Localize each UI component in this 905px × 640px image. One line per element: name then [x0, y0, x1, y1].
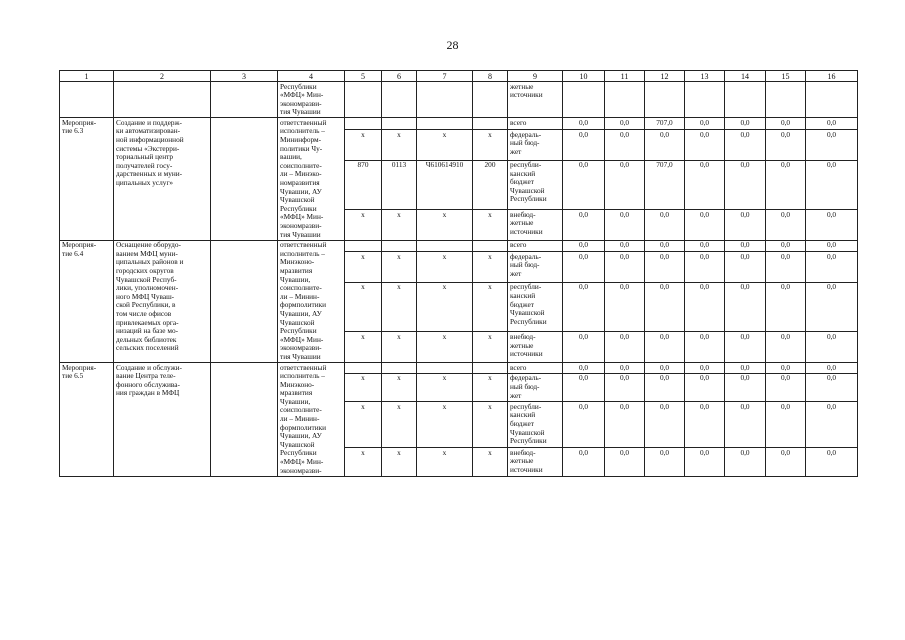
amount-cell: 0,0	[685, 252, 725, 283]
section-code: x	[382, 252, 417, 283]
funding-source: всего	[508, 118, 563, 130]
column-header: 8	[473, 71, 508, 82]
empty-cell	[211, 118, 278, 240]
section-code: x	[382, 282, 417, 331]
amount-cell: 0,0	[806, 402, 858, 448]
column-header: 4	[278, 71, 345, 82]
section-code: x	[382, 130, 417, 161]
table-cell	[806, 82, 858, 118]
amount-cell: 0,0	[725, 448, 766, 476]
amount-cell: 0,0	[605, 130, 645, 161]
amount-cell: 0,0	[766, 252, 806, 283]
target-article-code: x	[417, 252, 473, 283]
column-header: 14	[725, 71, 766, 82]
amount-cell: 0,0	[605, 332, 645, 363]
amount-cell: 0,0	[685, 210, 725, 241]
section-code: x	[382, 402, 417, 448]
amount-cell: 0,0	[563, 402, 605, 448]
expense-type-code: x	[473, 282, 508, 331]
amount-cell: 0,0	[725, 282, 766, 331]
amount-cell: 0,0	[806, 282, 858, 331]
table-cell	[417, 82, 473, 118]
amount-cell: 0,0	[563, 118, 605, 130]
grbs-code: x	[345, 332, 382, 363]
expense-type-code: 200	[473, 160, 508, 209]
column-header: 1	[60, 71, 114, 82]
funding-source: республи- канский бюджет Чувашской Республики	[508, 282, 563, 331]
amount-cell: 707,0	[645, 118, 685, 130]
column-header: 15	[766, 71, 806, 82]
section-code	[382, 240, 417, 252]
funding-source: республи- канский бюджет Чувашской Республики	[508, 160, 563, 209]
amount-cell: 0,0	[605, 373, 645, 401]
amount-cell: 0,0	[685, 402, 725, 448]
amount-cell: 0,0	[605, 118, 645, 130]
column-header: 13	[685, 71, 725, 82]
amount-cell: 0,0	[563, 160, 605, 209]
event-title: Оснащение оборудо- ванием МФЦ муни- ципальных районов и городских округов Чувашской Респуб- лики, уполномочен- ного МФЦ Чуваш- ской Республики, в том числе офисов привлекаемых орга- низаций на базе мо- дельных библиотек сельских поселений	[114, 240, 211, 362]
expense-type-code: x	[473, 373, 508, 401]
amount-cell: 0,0	[725, 252, 766, 283]
event-code: Мероприя- тие 6.4	[60, 240, 114, 362]
target-article-code: x	[417, 130, 473, 161]
section-code: x	[382, 210, 417, 241]
grbs-code: x	[345, 210, 382, 241]
section-code: 0113	[382, 160, 417, 209]
table-cell	[211, 82, 278, 118]
expense-type-code: x	[473, 448, 508, 476]
event-title: Создание и обслужи- вание Центра теле- фонного обслужива- ния граждан в МФЦ	[114, 363, 211, 477]
amount-cell: 0,0	[563, 363, 605, 374]
column-header: 10	[563, 71, 605, 82]
event-code: Мероприя- тие 6.3	[60, 118, 114, 240]
amount-cell: 0,0	[685, 448, 725, 476]
amount-cell: 0,0	[725, 373, 766, 401]
amount-cell: 0,0	[645, 240, 685, 252]
grbs-code: x	[345, 402, 382, 448]
section-code: x	[382, 332, 417, 363]
amount-cell: 0,0	[766, 240, 806, 252]
header-row	[60, 71, 858, 82]
grbs-code: x	[345, 130, 382, 161]
amount-cell: 0,0	[645, 210, 685, 241]
amount-cell: 0,0	[685, 282, 725, 331]
target-article-code: x	[417, 402, 473, 448]
grbs-code: x	[345, 282, 382, 331]
amount-cell: 0,0	[766, 448, 806, 476]
table-cell	[766, 82, 806, 118]
amount-cell: 0,0	[605, 402, 645, 448]
grbs-code	[345, 240, 382, 252]
table-row	[60, 118, 858, 130]
grbs-code	[345, 118, 382, 130]
responsible-cell: ответственный исполнитель – Минэконо- мразвития Чувашии, соисполните- ли – Минин- формполитики Чувашии, АУ Чувашской Республики «МФЦ» Мин- экономразви-	[278, 363, 345, 477]
grbs-code: x	[345, 373, 382, 401]
amount-cell: 0,0	[725, 210, 766, 241]
table-cell	[345, 82, 382, 118]
amount-cell: 0,0	[725, 402, 766, 448]
column-header: 9	[508, 71, 563, 82]
event-code: Мероприя- тие 6.5	[60, 363, 114, 477]
target-article-code: x	[417, 210, 473, 241]
section-code: x	[382, 448, 417, 476]
table-cell	[473, 82, 508, 118]
table-cell	[60, 82, 114, 118]
column-header: 16	[806, 71, 858, 82]
amount-cell: 0,0	[645, 252, 685, 283]
amount-cell: 0,0	[766, 160, 806, 209]
table-cell	[725, 82, 766, 118]
column-header: 3	[211, 71, 278, 82]
funding-source: внебюд- жетные источники	[508, 448, 563, 476]
column-header: 7	[417, 71, 473, 82]
amount-cell: 0,0	[605, 210, 645, 241]
page-number: 28	[446, 38, 459, 52]
funding-source: федераль- ный бюд- жет	[508, 373, 563, 401]
responsible-cell: ответственный исполнитель – Минэконо- мразвития Чувашии, соисполните- ли – Минин- формполитики Чувашии, АУ Чувашской Республики «МФЦ» Мин- экономразви- тия Чувашии	[278, 240, 345, 362]
funding-source: федераль- ный бюд- жет	[508, 130, 563, 161]
amount-cell: 0,0	[806, 118, 858, 130]
table-row	[60, 240, 858, 252]
target-article-code	[417, 363, 473, 374]
amount-cell: 0,0	[563, 210, 605, 241]
amount-cell: 0,0	[725, 332, 766, 363]
target-article-code: x	[417, 448, 473, 476]
grbs-code: x	[345, 448, 382, 476]
expense-type-code	[473, 118, 508, 130]
funding-source: всего	[508, 363, 563, 374]
amount-cell: 0,0	[685, 332, 725, 363]
amount-cell: 0,0	[766, 210, 806, 241]
expense-type-code: x	[473, 210, 508, 241]
table-cell	[645, 82, 685, 118]
amount-cell: 0,0	[605, 448, 645, 476]
amount-cell: 0,0	[605, 363, 645, 374]
continuation-row	[60, 82, 858, 118]
amount-cell: 0,0	[563, 332, 605, 363]
amount-cell: 0,0	[766, 118, 806, 130]
amount-cell: 707,0	[645, 160, 685, 209]
grbs-code: x	[345, 252, 382, 283]
amount-cell: 0,0	[806, 252, 858, 283]
amount-cell: 0,0	[685, 130, 725, 161]
target-article-code: x	[417, 373, 473, 401]
expense-type-code: x	[473, 402, 508, 448]
table-cell	[382, 82, 417, 118]
column-header: 2	[114, 71, 211, 82]
amount-cell: 0,0	[806, 160, 858, 209]
amount-cell: 0,0	[563, 373, 605, 401]
amount-cell: 0,0	[806, 240, 858, 252]
section-code	[382, 363, 417, 374]
amount-cell: 0,0	[645, 130, 685, 161]
target-article-code	[417, 118, 473, 130]
target-article-code	[417, 240, 473, 252]
amount-cell: 0,0	[563, 448, 605, 476]
amount-cell: 0,0	[806, 130, 858, 161]
amount-cell: 0,0	[806, 448, 858, 476]
amount-cell: 0,0	[806, 332, 858, 363]
amount-cell: 0,0	[563, 240, 605, 252]
amount-cell: 0,0	[685, 240, 725, 252]
responsible-cell: ответственный исполнитель – Мининформ- политики Чу- вашии, соисполните- ли – Минэко- номразвития Чувашии, АУ Чувашской Республики «МФЦ» Мин- экономразви- тия Чувашии	[278, 118, 345, 240]
amount-cell: 0,0	[725, 130, 766, 161]
amount-cell: 0,0	[806, 363, 858, 374]
amount-cell: 0,0	[766, 130, 806, 161]
amount-cell: 0,0	[645, 282, 685, 331]
amount-cell: 0,0	[605, 160, 645, 209]
amount-cell: 0,0	[605, 282, 645, 331]
amount-cell: 0,0	[605, 252, 645, 283]
budget-table	[59, 70, 858, 477]
grbs-code	[345, 363, 382, 374]
amount-cell: 0,0	[645, 402, 685, 448]
table-row	[60, 363, 858, 374]
amount-cell: 0,0	[766, 282, 806, 331]
amount-cell: 0,0	[645, 332, 685, 363]
empty-cell	[211, 240, 278, 362]
amount-cell: 0,0	[806, 210, 858, 241]
empty-cell	[211, 363, 278, 477]
amount-cell: 0,0	[645, 363, 685, 374]
column-header: 11	[605, 71, 645, 82]
funding-source: внебюд- жетные источники	[508, 332, 563, 363]
table-cell	[605, 82, 645, 118]
column-header: 12	[645, 71, 685, 82]
source-cell: жетные источники	[508, 82, 563, 118]
expense-type-code	[473, 240, 508, 252]
funding-source: внебюд- жетные источники	[508, 210, 563, 241]
section-code: x	[382, 373, 417, 401]
table-cell	[563, 82, 605, 118]
amount-cell: 0,0	[685, 118, 725, 130]
target-article-code: Ч610614910	[417, 160, 473, 209]
amount-cell: 0,0	[645, 373, 685, 401]
section-code	[382, 118, 417, 130]
amount-cell: 0,0	[766, 332, 806, 363]
funding-source: всего	[508, 240, 563, 252]
column-header: 5	[345, 71, 382, 82]
column-header: 6	[382, 71, 417, 82]
target-article-code: x	[417, 282, 473, 331]
event-title: Создание и поддерж- ки автоматизирован- ной информационной системы «Экстерри- ториальный центр получателей госу- дарственных и муни- ципальных услуг»	[114, 118, 211, 240]
amount-cell: 0,0	[725, 118, 766, 130]
grbs-code: 870	[345, 160, 382, 209]
responsible-cell: Республики «МФЦ» Мин- экономразви- тия Чувашии	[278, 82, 345, 118]
funding-source: республи- канский бюджет Чувашской Республики	[508, 402, 563, 448]
amount-cell: 0,0	[766, 373, 806, 401]
amount-cell: 0,0	[766, 402, 806, 448]
expense-type-code: x	[473, 130, 508, 161]
expense-type-code: x	[473, 332, 508, 363]
amount-cell: 0,0	[563, 282, 605, 331]
amount-cell: 0,0	[685, 373, 725, 401]
amount-cell: 0,0	[685, 160, 725, 209]
amount-cell: 0,0	[605, 240, 645, 252]
amount-cell: 0,0	[725, 160, 766, 209]
expense-type-code	[473, 363, 508, 374]
table-cell	[685, 82, 725, 118]
amount-cell: 0,0	[806, 373, 858, 401]
amount-cell: 0,0	[725, 240, 766, 252]
amount-cell: 0,0	[725, 363, 766, 374]
expense-type-code: x	[473, 252, 508, 283]
amount-cell: 0,0	[563, 130, 605, 161]
amount-cell: 0,0	[645, 448, 685, 476]
amount-cell: 0,0	[766, 363, 806, 374]
table-cell	[114, 82, 211, 118]
amount-cell: 0,0	[685, 363, 725, 374]
amount-cell: 0,0	[563, 252, 605, 283]
events-body	[60, 118, 858, 476]
target-article-code: x	[417, 332, 473, 363]
funding-source: федераль- ный бюд- жет	[508, 252, 563, 283]
